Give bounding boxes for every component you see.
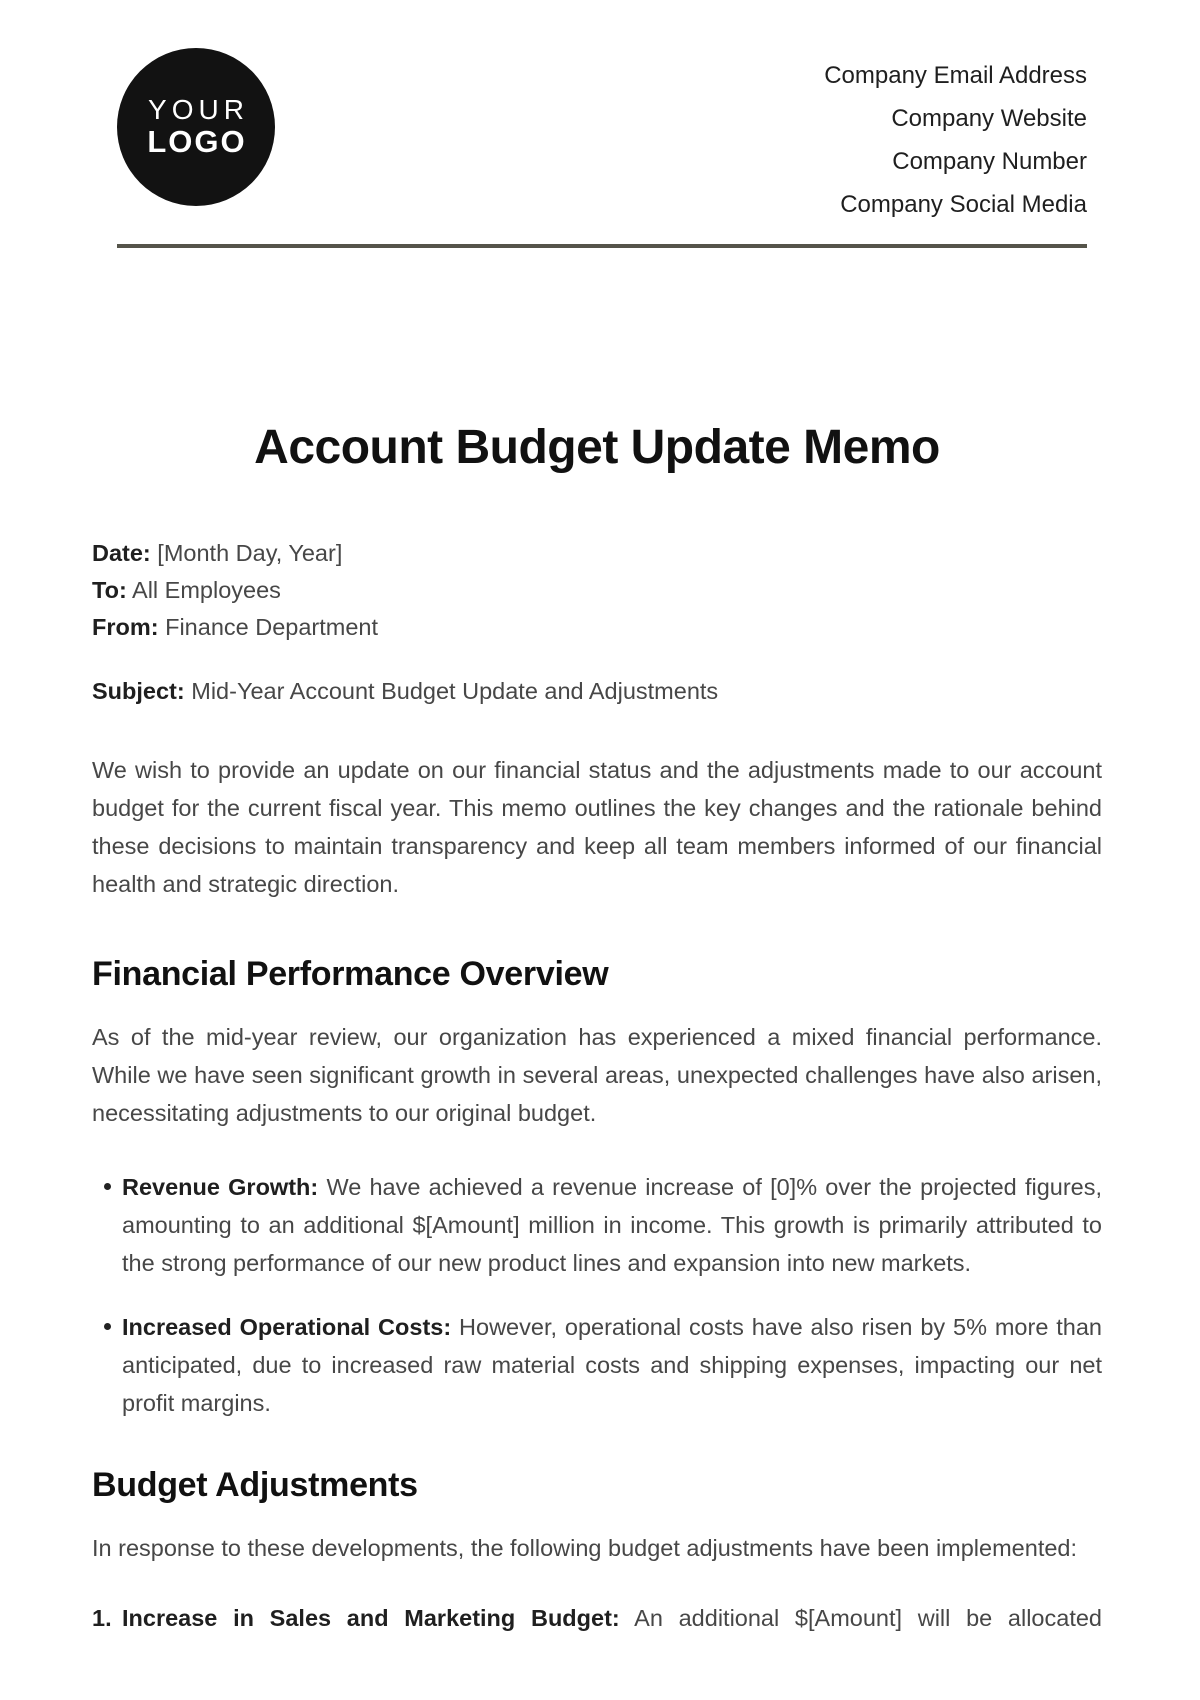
company-logo (117, 48, 275, 206)
bullet-text: However, operational costs have also risen by 5% more than anticipated, due to increased raw material costs and shipping expenses, impacting our net profit margins. (122, 1314, 1103, 1416)
header-divider (117, 244, 1087, 248)
subject-label: Subject: (92, 678, 185, 704)
financial-overview-paragraph: As of the mid-year review, our organization has experienced a mixed financial performance. While we have seen significant growth in several areas, unexpected challenges have also arisen, necessitating adjustments to our original budget. (92, 1024, 1102, 1126)
section-heading-financial-performance: Financial Performance Overview (92, 955, 609, 993)
to-value: All Employees (132, 577, 281, 603)
logo-text-your: YOUR (148, 94, 249, 125)
subject-value: Mid-Year Account Budget Update and Adjustments (191, 678, 719, 704)
bullet-label: Increased Operational Costs: (122, 1314, 452, 1340)
from-label: From: (92, 614, 159, 640)
item-label: Increase in Sales and Marketing Budget: (122, 1605, 620, 1631)
numbered-item-sales-marketing (92, 1599, 1102, 1637)
to-label: To: (92, 577, 127, 603)
intro-paragraph: We wish to provide an update on our financial status and the adjustments made to our account budget for the current fiscal year. This memo outlines the key changes and the rationale behind these decisions to maintain transparency and keep all team members informed of our financial health and strategic direction. (92, 757, 1102, 897)
item-number: 1. (92, 1605, 112, 1631)
budget-adjustments-paragraph: In response to these developments, the following budget adjustments have been implemented: (92, 1535, 1078, 1561)
section-heading-budget-adjustments: Budget Adjustments (92, 1466, 418, 1504)
bullet-text: We have achieved a revenue increase of [0]% over the projected figures, amounting to an additional $[Amount] million in income. This growth is primarily attributed to the strong performance of our new product lines and expansion into new markets. (122, 1174, 1103, 1276)
adjustments-numbered-list (92, 1599, 1102, 1637)
document-header (117, 0, 1087, 248)
company-number-line: Company Number (892, 148, 1087, 175)
company-website-line: Company Website (891, 105, 1087, 132)
bullet-operational-costs (92, 1308, 1102, 1422)
header-row (117, 0, 1087, 226)
bullet-revenue-growth (92, 1168, 1102, 1282)
date-label: Date: (92, 540, 151, 566)
date-value: [Month Day, Year] (157, 540, 343, 566)
meta-date (92, 535, 1102, 572)
item-text: An additional $[Amount] will be allocated (634, 1605, 1102, 1631)
meta-to (92, 572, 1102, 609)
performance-bullet-list (92, 1168, 1102, 1422)
meta-subject (92, 673, 1102, 710)
memo-title: Account Budget Update Memo (254, 421, 940, 474)
company-email-line: Company Email Address (824, 62, 1087, 89)
meta-from (92, 609, 1102, 646)
company-social-line: Company Social Media (840, 191, 1087, 218)
company-contact-info (824, 54, 1087, 226)
logo-text-logo: LOGO (147, 124, 247, 159)
memo-meta (92, 535, 1102, 646)
from-value: Finance Department (165, 614, 379, 640)
bullet-label: Revenue Growth: (122, 1174, 319, 1200)
